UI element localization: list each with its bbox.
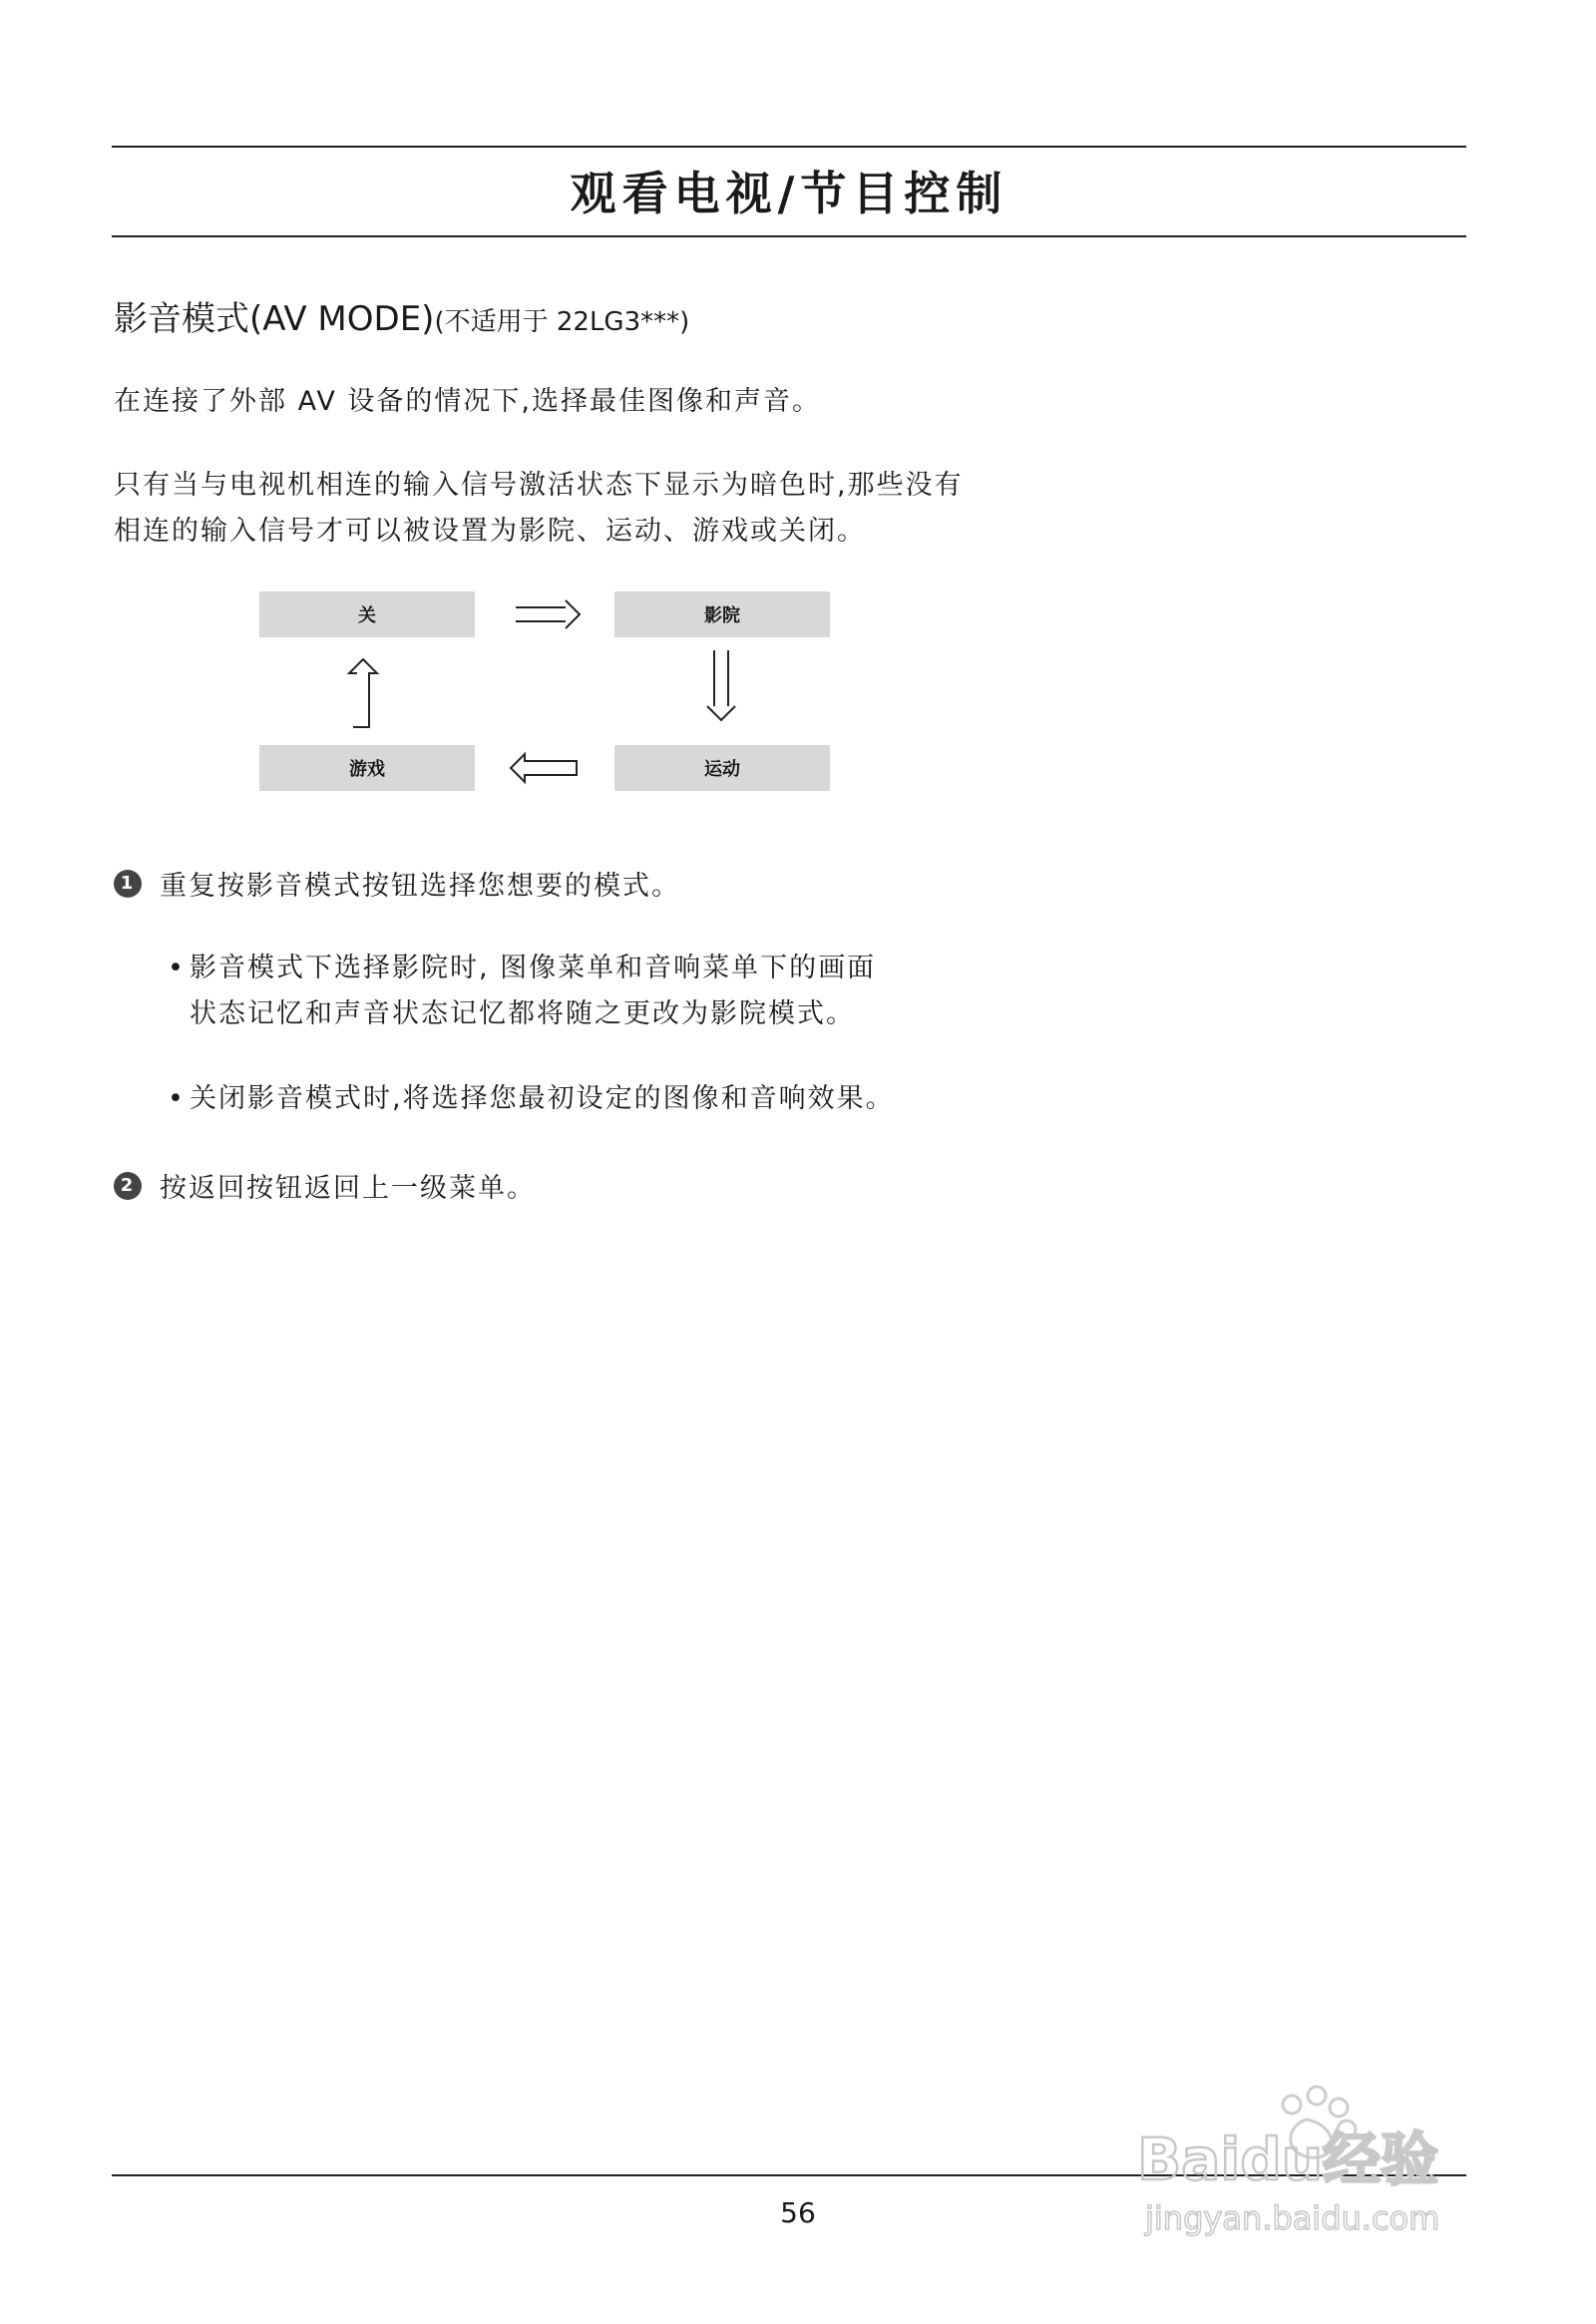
bullet-1-line-1: 影音模式下选择影院时, 图像菜单和音响菜单下的画面 bbox=[190, 953, 877, 983]
page-number: 56 bbox=[780, 2196, 816, 2229]
step-2 bbox=[114, 1166, 536, 1205]
title-underline bbox=[112, 235, 1466, 237]
step-number-1: 1 bbox=[114, 870, 142, 898]
watermark-brand: Baidu经验 bbox=[1137, 2126, 1439, 2193]
top-rule bbox=[112, 146, 1466, 148]
description-line-1: 只有当与电视机相连的输入信号激活状态下显示为暗色时,那些没有 bbox=[114, 470, 964, 501]
section-heading-note: (不适用于 22LG3***) bbox=[434, 307, 690, 337]
bullet-dot: • bbox=[168, 1083, 186, 1114]
step-number-2: 2 bbox=[114, 1172, 142, 1200]
bullet-dot: • bbox=[168, 953, 186, 983]
arrow-left-icon bbox=[507, 750, 579, 786]
step-1 bbox=[114, 864, 680, 903]
mode-box-off: 关 bbox=[259, 591, 475, 637]
arrow-down-icon bbox=[701, 648, 741, 724]
bullet-2 bbox=[168, 1076, 895, 1122]
section-heading-main: 影音模式(AV MODE) bbox=[114, 299, 435, 339]
section-heading bbox=[114, 291, 689, 340]
mode-box-sport: 运动 bbox=[614, 745, 830, 791]
mode-box-game: 游戏 bbox=[259, 745, 475, 791]
arrow-up-icon bbox=[343, 655, 385, 729]
bullet-1 bbox=[168, 946, 876, 1037]
bullet-1-line-2: 状态记忆和声音状态记忆都将随之更改为影院模式。 bbox=[190, 998, 855, 1029]
description-line-2: 相连的输入信号才可以被设置为影院、运动、游戏或关闭。 bbox=[114, 516, 866, 547]
bullet-2-line-1: 关闭影音模式时,将选择您最初设定的图像和音响效果。 bbox=[190, 1083, 895, 1114]
description-paragraph bbox=[114, 463, 964, 555]
page-title: 观看电视/节目控制 bbox=[570, 167, 1008, 220]
arrow-right-icon bbox=[514, 596, 584, 632]
mode-box-cinema: 影院 bbox=[614, 591, 830, 637]
intro-paragraph: 在连接了外部 AV 设备的情况下,选择最佳图像和声音。 bbox=[114, 386, 821, 417]
step-2-text: 按返回按钮返回上一级菜单。 bbox=[160, 1173, 536, 1204]
step-1-text: 重复按影音模式按钮选择您想要的模式。 bbox=[160, 871, 680, 902]
watermark-url: jingyan.baidu.com bbox=[1145, 2199, 1440, 2237]
baidu-jingyan-watermark bbox=[1117, 2080, 1516, 2259]
